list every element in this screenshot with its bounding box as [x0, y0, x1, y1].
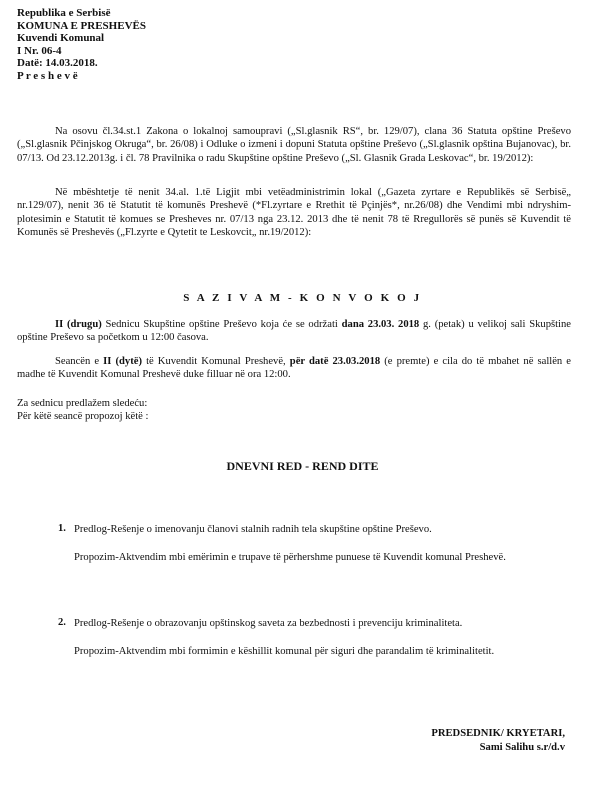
agenda-item-1-serbian: Predlog-Rešenje o imenovanju članovi stalnih radnih tela skupštine opštine Preševo.	[74, 524, 432, 535]
header-place: P r e s h e v ë	[17, 69, 78, 82]
convocation-sq-text3: (e premte) e cila do të mbahet në sallën e madhe të Kuvendit Komunal Preshevë duke filluar në ora 12:00.	[17, 356, 572, 381]
proposal-lines	[17, 397, 571, 424]
intro-serbian-text: Na osovu čl.34.st.1 Zakona o lokalnoj samoupravi („Sl.glasnik RS“, br. 129/07), clana 36 Statuta opštine Preševo („Sl.glasnik Pčinjskog Okruga“, br. 26/08) i Odluke o izmeni i dopuni Statuta opštine Preševo („Sl.glasnik opština Bujanovac), br. 07/13. Od 23.12.2013g. i čl. 78 Pravilnika o radu Skupštine opštine Preševo („Sl. Glasnik Grada Leskovac“, br. 19/2012):	[17, 126, 571, 164]
session-number-sq: II (dytë)	[103, 356, 142, 367]
signature-title: PREDSEDNIK/ KRYETARI,	[431, 728, 565, 739]
agenda-item-1	[74, 523, 568, 536]
header-date: Datë: 14.03.2018.	[17, 57, 98, 70]
agenda-item-2-sq-block	[74, 645, 568, 658]
proposal-serbian: Za sednicu predlažem sledeću:	[17, 398, 148, 409]
convocation-albanian	[17, 355, 571, 382]
intro-albanian	[17, 186, 571, 240]
agenda-item-2-serbian: Predlog-Rešenje o obrazovanju opštinskog saveta za bezbednosti i prevenciju kriminaliteta.	[74, 618, 463, 629]
document-header	[17, 7, 146, 83]
convocation-sq-text2: të Kuvendit Komunal Preshevë,	[141, 356, 290, 367]
intro-albanian-text: Në mbështetje të nenit 34.al. 1.të Ligjit mbi vetëadministrimin lokal („Gazeta zyrtare e Republikës së Serbisë„ nr.129/07), nenit 36 të Statutit të komunës Preshevë (*Fl.zyrtare e Rrethit të Pçinjës*, nr.26/08) dhe Vendimi mbi ndryshim-plotesimin e Statutit të komues se Presheves nr. 07/13 nga 23.12. 2013 dhe të nenit 78 të Rregullorës së punës së Kuvendit të Komunës së Preshevës („Fl.zyrte e Qytetit te Leskovcit„ nr.19/2012):	[17, 187, 571, 239]
intro-serbian	[17, 125, 571, 165]
convocation-sr-text2: g. (petak) u velikoj sali Skupštine opštine Preševo sa početkom u 12:00 časova.	[17, 319, 571, 344]
header-reference-number: I Nr. 06-4	[17, 44, 62, 57]
agenda-item-1-albanian: Propozim-Aktvendim mbi emërimin e trupave të përhershme punuese të Kuvendit komunal Preshevë.	[74, 552, 506, 563]
convocation-title: S A Z I V A M - K O N V O K O J	[183, 292, 422, 304]
header-country: Republika e Serbisë	[17, 7, 111, 19]
agenda-item-1-number: 1.	[58, 523, 66, 534]
agenda-item-2	[74, 617, 568, 630]
agenda-title: DNEVNI RED - REND DITE	[226, 459, 379, 473]
agenda-item-1-sq-block	[74, 551, 568, 564]
header-municipality: KOMUNA E PRESHEVËS	[17, 19, 146, 32]
proposal-albanian: Për këtë seancë propozoj këtë :	[17, 411, 149, 423]
agenda-item-2-albanian: Propozim-Aktvendim mbi formimin e këshillit komunal për siguri dhe parandalim të kriminalitetit.	[74, 646, 495, 657]
session-number-sr: II (drugu)	[55, 319, 102, 330]
session-date-sq: për datë 23.03.2018	[289, 356, 381, 367]
signature-name: Sami Salihu s.r/d.v	[479, 741, 565, 753]
convocation-sr-text1: Sednicu Skupštine opštine Preševo koja će se održati	[101, 319, 342, 330]
session-date-sr: dana 23.03. 2018	[341, 319, 420, 330]
convocation-serbian	[17, 318, 571, 345]
agenda-item-2-number: 2.	[58, 617, 66, 628]
signature-block	[431, 727, 565, 754]
convocation-sq-text1: Seancën e	[55, 356, 104, 367]
header-assembly: Kuvendi Komunal	[17, 32, 105, 45]
